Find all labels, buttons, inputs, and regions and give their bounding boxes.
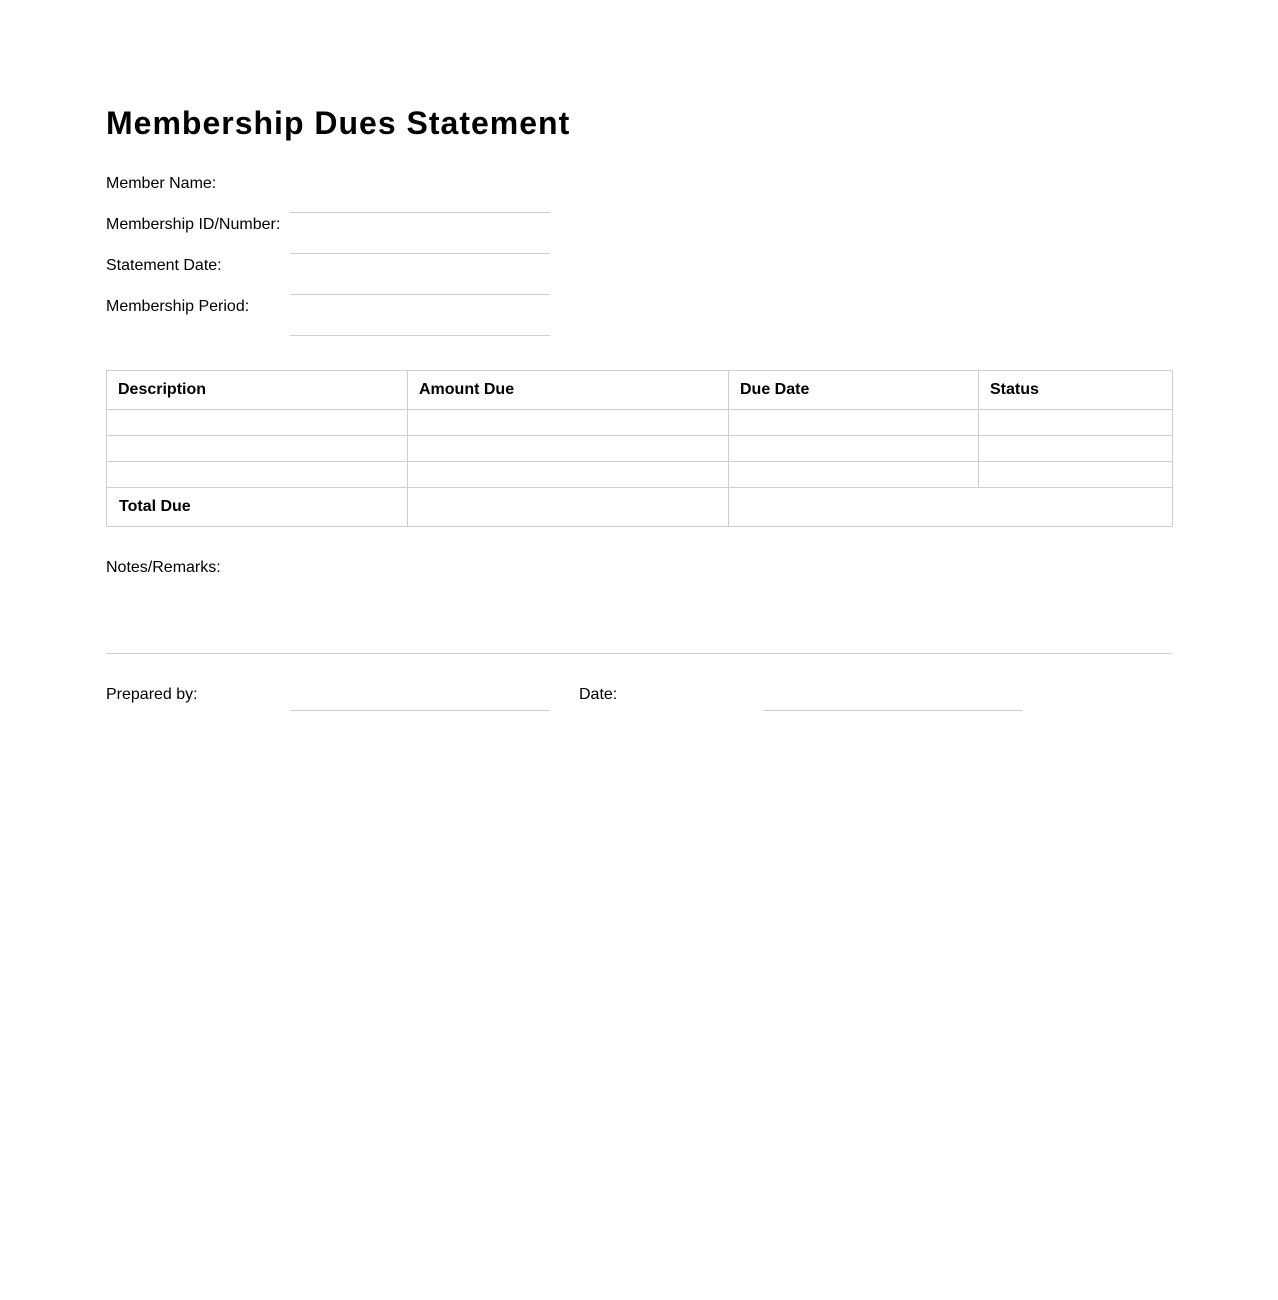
description-cell[interactable] <box>107 436 408 462</box>
statement-date-label: Statement Date: <box>106 257 222 274</box>
description-cell[interactable] <box>107 462 408 488</box>
membership-period-label: Membership Period: <box>106 298 250 315</box>
amount-due-cell[interactable] <box>408 462 729 488</box>
due-date-cell[interactable] <box>729 436 979 462</box>
table-row <box>107 436 1173 462</box>
membership-period-field[interactable] <box>290 313 550 336</box>
notes-field[interactable] <box>106 584 1172 654</box>
due-date-cell[interactable] <box>729 410 979 436</box>
membership-id-field[interactable] <box>290 231 550 254</box>
amount-due-cell[interactable] <box>408 410 729 436</box>
notes-label: Notes/Remarks: <box>106 559 221 576</box>
column-header-description: Description <box>107 371 408 410</box>
column-header-amount-due: Amount Due <box>408 371 729 410</box>
table-row <box>107 410 1173 436</box>
statement-date-row <box>106 256 550 297</box>
due-date-cell[interactable] <box>729 462 979 488</box>
date-label: Date: <box>579 686 618 703</box>
status-cell[interactable] <box>979 436 1173 462</box>
table-row <box>107 462 1173 488</box>
description-cell[interactable] <box>107 410 408 436</box>
amount-due-cell[interactable] <box>408 436 729 462</box>
total-due-amount-cell[interactable] <box>408 488 729 527</box>
prepared-by-field[interactable] <box>290 688 550 711</box>
membership-id-label: Membership ID/Number: <box>106 216 281 233</box>
status-cell[interactable] <box>979 462 1173 488</box>
column-header-status: Status <box>979 371 1173 410</box>
member-name-field[interactable] <box>290 190 550 213</box>
table-header-row <box>107 371 1173 410</box>
date-field[interactable] <box>763 688 1023 711</box>
membership-period-row <box>106 297 550 338</box>
prepared-by-label: Prepared by: <box>106 686 198 703</box>
member-name-label: Member Name: <box>106 175 217 192</box>
status-cell[interactable] <box>979 410 1173 436</box>
membership-id-row <box>106 215 550 256</box>
statement-date-field[interactable] <box>290 272 550 295</box>
dues-table <box>106 370 1173 527</box>
total-row <box>107 488 1173 527</box>
total-due-label: Total Due <box>107 488 408 527</box>
column-header-due-date: Due Date <box>729 371 979 410</box>
total-due-remainder-cell[interactable] <box>729 488 1173 527</box>
member-name-row <box>106 174 550 215</box>
page-title: Membership Dues Statement <box>106 105 571 141</box>
